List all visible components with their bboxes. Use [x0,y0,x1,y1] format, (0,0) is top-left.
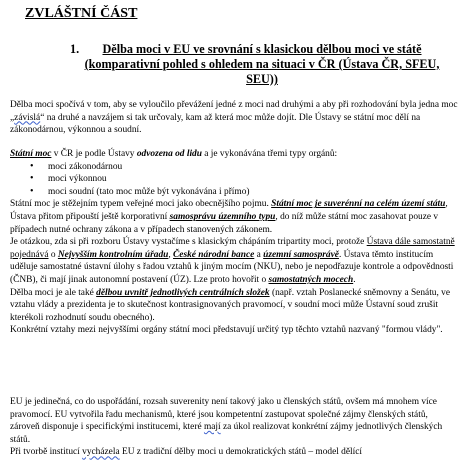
paragraph-state-power [10,148,458,337]
p5-text-c: (např. vztah Poslanecké sněmovny a Senátu, ve vztahu vlády a prezidenta je to skutečnost kontrasignovaných pravomocí, v soudní moci může Ústavní soud zrušit kterékoli rozhodnutí soudu obecného). [10,287,451,323]
paragraph-eu-institutions [10,446,458,459]
p3-text-a: Státní moc je stěžejním typem veřejné moci jako obecnějšího pojmu. [10,199,272,210]
p4-text-f: České národní bance [173,249,255,260]
p4-text-g: a [254,249,264,260]
p7-text-b: mají [203,422,221,433]
p4-text-k: . [353,274,356,285]
p7-text-a: EU je jedinečná, co do uspořádání, rozsah suverenity není takový jako u členských států, ovšem má mnohem více pravomocí. EU vytvořila řadu mechanismů, které jsou kompetentní zastupovat společné zájmy členských států, zároveň disponuje i specifickými institucemi, které [10,397,437,433]
p1-text-b: závislá [14,112,41,123]
p3-text-d: samosprávu územního typu [169,211,276,222]
p5-text-b: dělbou uvnitř jednotlivých centrálních složek [96,287,270,298]
p1-text-c: “ na druhé a navzájem si tak určovaly, kam až která moc může dojít. Dle Ústavy se státní moc dělí na zákonodárnou, výkonnou a soudní. [10,112,421,136]
paragraph-form-of-government: Konkrétní vztahy mezi nejvyššími orgány státní moci představují určitý typ těchto vztahů nazvaný "formou vlády". [10,325,443,336]
p1-text-a: Dělba moci spočívá v tom, aby se vyloučilo převážení jedné z moci nad druhými a aby při rozhodování byla jedna moc „ [10,100,458,123]
paragraph-tripartity [10,236,458,286]
list-item: • moci soudní (tato moc může být vykonávána i přímo) [30,186,458,199]
p7-text-c: za úkol realizovat konkrétní zájmy jednotlivých členských států. [10,422,443,445]
p2-text-a: Státní moc [10,149,52,159]
chapter-number: 1. [70,42,80,56]
chapter-heading [70,42,448,87]
p4-text-j: samostatných mocech [268,274,354,285]
p8-text-c: EU z tradiční dělby moci u demokratických států – model dělící [119,447,363,458]
p4-text-e: , [168,249,174,260]
p4-text-i: . Ústava těmto institucím uděluje samostatné ústavní úlohy s řadou vztahů k jiným mocím (NKU), nebo je nepodřazuje kontrole a odpovědnosti (ČNB), či mají jinak autonomní postavení (ÚZ). Lze proto hovořit o [10,249,454,285]
p3-text-e: , do níž může státní moc zasahovat pouze v případech nutné ochrany zákona a v případech stanovených zákonem. [10,211,439,235]
p4-text-h: územní samosprávě [263,249,339,260]
p2-text-d: a je vykonávána třemi typy orgánů: [201,149,338,159]
paragraph-eu [10,396,458,459]
paragraph-sovereignty [10,198,458,236]
list-item: • moci výkonnou [30,173,458,186]
p4-text-a: Je otázkou, zda si při rozboru Ústavy vystačíme s klasickým chápáním tripartity moci, protože [10,237,367,248]
p4-text-b: Ústava dále samostatně pojednává [10,237,455,260]
p3-text-b: Státní moc je suverénní na celém území státu [271,199,446,210]
p8-text-a: Při tvorbě institucí [10,447,83,458]
p4-text-d: Nejvyšším kontrolním úřadu [57,249,169,260]
section-title: ZVLÁŠTNÍ ČÁST [25,6,138,21]
p4-text-c: o [48,249,58,260]
organ-types-list [10,161,458,199]
p2-text-c: odvozena od lidu [136,149,202,159]
list-item: • moci zákonodárnou [30,161,458,174]
p5-text-a: Dělba moci je ale také [10,287,97,298]
chapter-title: Dělba moci v EU ve srovnání s klasickou dělbou moci ve státě (komparativní pohled s ohledem na situaci v ČR (Ústava ČR, SFEU, SEU)) [84,42,440,86]
p2-text-b: v ČR je podle Ústavy [51,149,137,159]
paragraph-internal-division [10,287,458,325]
p3-text-c: , Ústava přitom připouští ještě korporativní [10,199,448,222]
p8-text-b: vycházela [82,447,120,458]
paragraph-separation-of-powers [10,99,458,137]
